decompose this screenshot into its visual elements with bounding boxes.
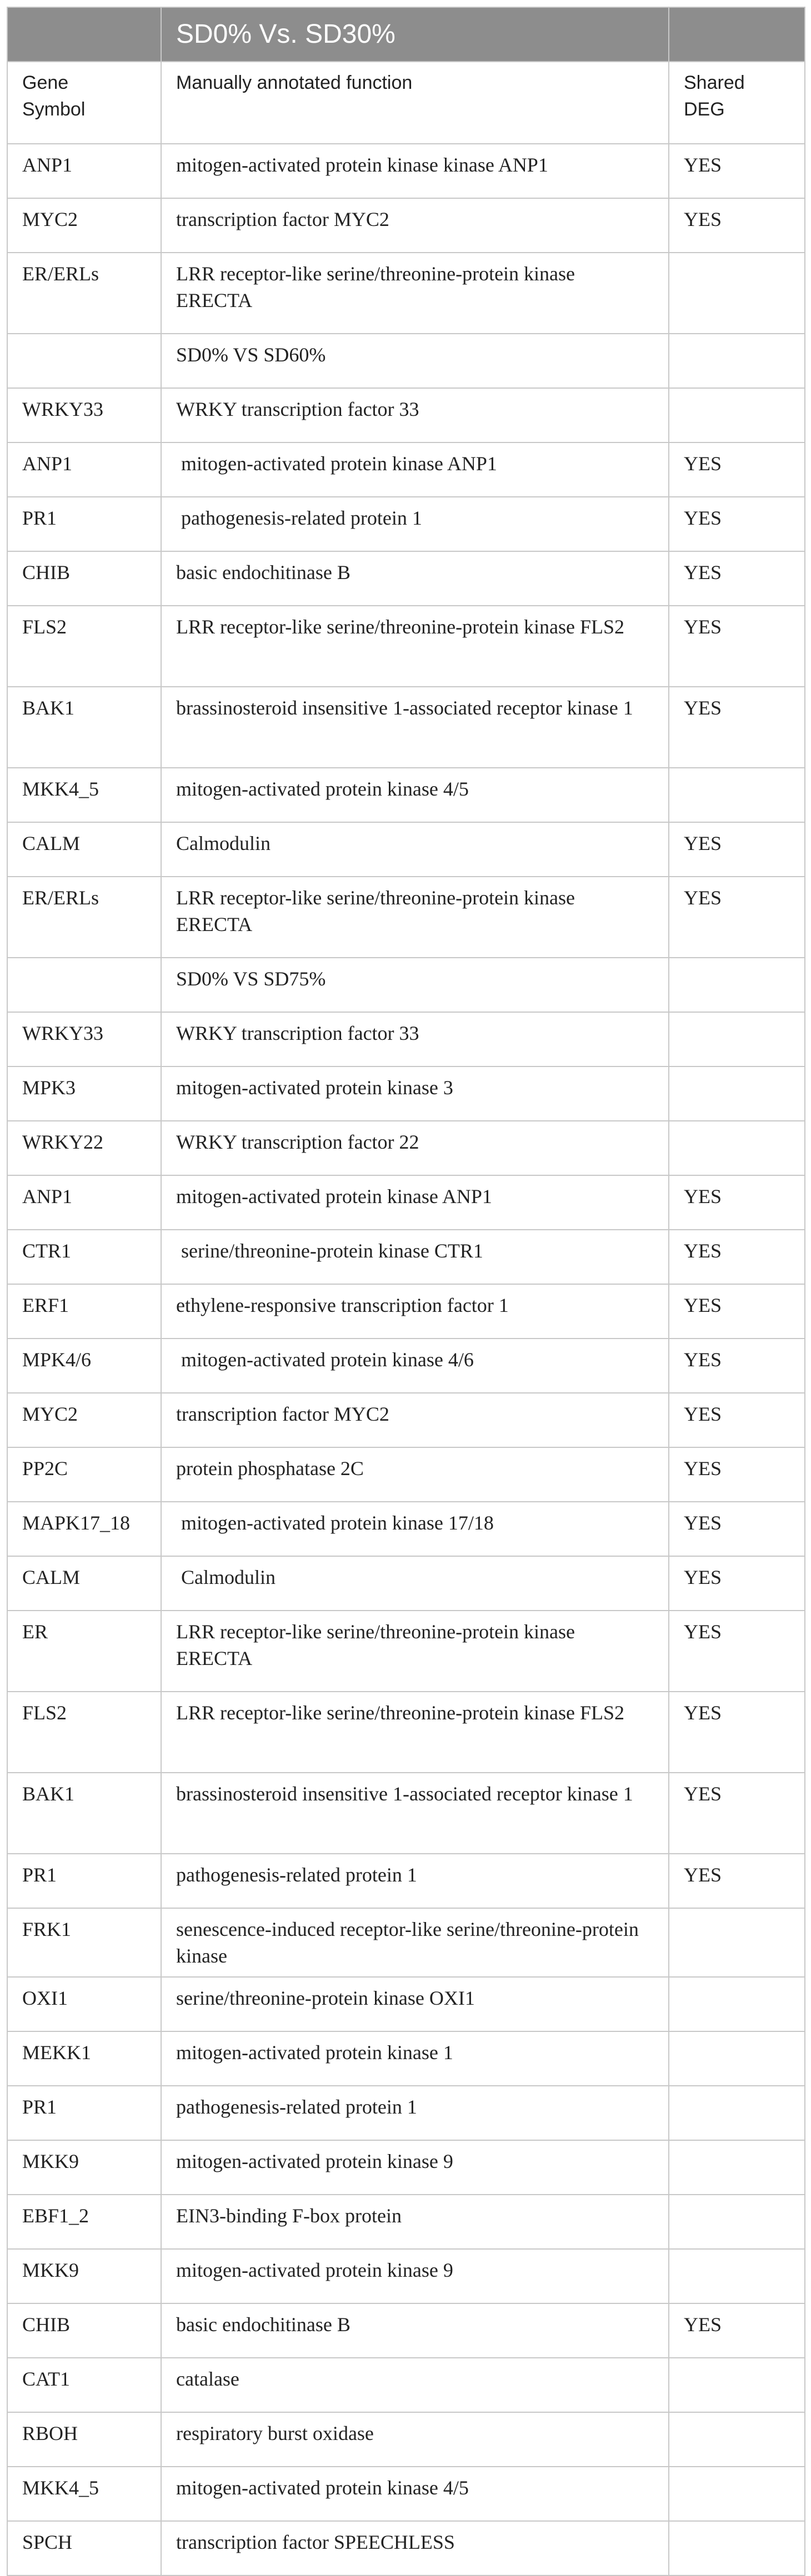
- table-row: [7, 2467, 805, 2521]
- gene-symbol-cell: PR1: [7, 497, 161, 551]
- function-cell: transcription factor MYC2: [161, 1393, 669, 1447]
- table-row: [7, 2249, 805, 2303]
- shared-deg-cell: YES: [669, 1611, 805, 1692]
- function-cell: mitogen-activated protein kinase 17/18: [161, 1502, 669, 1556]
- table-row: [7, 551, 805, 606]
- function-cell: mitogen-activated protein kinase 4/6: [161, 1339, 669, 1393]
- function-cell: WRKY transcription factor 33: [161, 388, 669, 442]
- shared-deg-cell: [669, 2140, 805, 2195]
- table-row: [7, 442, 805, 497]
- function-cell: mitogen-activated protein kinase ANP1: [161, 442, 669, 497]
- table-row: [7, 606, 805, 687]
- table-row: [7, 1611, 805, 1692]
- shared-deg-cell: [669, 2521, 805, 2575]
- shared-deg-cell: [669, 2358, 805, 2412]
- gene-symbol-cell: MPK3: [7, 1066, 161, 1121]
- shared-deg-cell: YES: [669, 1854, 805, 1908]
- shared-deg-cell: YES: [669, 1773, 805, 1854]
- gene-symbol-cell: RBOH: [7, 2412, 161, 2467]
- gene-symbol-cell: WRKY33: [7, 388, 161, 442]
- function-cell: LRR receptor-like serine/threonine-protein kinase ERECTA: [161, 253, 669, 334]
- table-row: [7, 2195, 805, 2249]
- gene-symbol-cell: CHIB: [7, 551, 161, 606]
- function-cell: SD0% VS SD75%: [161, 958, 669, 1012]
- function-cell: Calmodulin: [161, 1556, 669, 1611]
- table-title: SD0% Vs. SD30%: [161, 7, 669, 62]
- function-cell: Calmodulin: [161, 822, 669, 877]
- table-row: [7, 877, 805, 958]
- function-cell: ethylene-responsive transcription factor 1: [161, 1284, 669, 1339]
- gene-symbol-cell: OXI1: [7, 1977, 161, 2031]
- deg-table-body: [7, 7, 805, 2575]
- shared-deg-cell: [669, 253, 805, 334]
- title-cell-blank-left: [7, 7, 161, 62]
- gene-symbol-cell: ER: [7, 1611, 161, 1692]
- shared-deg-cell: YES: [669, 2303, 805, 2358]
- shared-deg-cell: YES: [669, 1692, 805, 1773]
- gene-symbol-cell: ER/ERLs: [7, 253, 161, 334]
- gene-symbol-cell: FLS2: [7, 1692, 161, 1773]
- shared-deg-cell: [669, 958, 805, 1012]
- column-header-row: [7, 62, 805, 144]
- table-row: [7, 1447, 805, 1502]
- function-cell: mitogen-activated protein kinase 1: [161, 2031, 669, 2086]
- gene-symbol-cell: MKK9: [7, 2140, 161, 2195]
- gene-symbol-cell: ER/ERLs: [7, 877, 161, 958]
- table-row: [7, 1908, 805, 1977]
- gene-symbol-cell: MEKK1: [7, 2031, 161, 2086]
- function-cell: catalase: [161, 2358, 669, 2412]
- table-row: [7, 822, 805, 877]
- shared-deg-cell: [669, 2031, 805, 2086]
- table-row: [7, 1502, 805, 1556]
- table-row: [7, 1393, 805, 1447]
- column-header-function: Manually annotated function: [161, 62, 669, 144]
- gene-symbol-cell: EBF1_2: [7, 2195, 161, 2249]
- function-cell: protein phosphatase 2C: [161, 1447, 669, 1502]
- function-cell: mitogen-activated protein kinase ANP1: [161, 1175, 669, 1230]
- gene-symbol-cell: ANP1: [7, 144, 161, 198]
- function-cell: LRR receptor-like serine/threonine-protein kinase ERECTA: [161, 1611, 669, 1692]
- shared-deg-cell: YES: [669, 1175, 805, 1230]
- function-cell: mitogen-activated protein kinase 4/5: [161, 768, 669, 822]
- table-row: [7, 1854, 805, 1908]
- column-header-gene-symbol: Gene Symbol: [7, 62, 161, 144]
- table-row: [7, 1692, 805, 1773]
- table-row: [7, 1339, 805, 1393]
- shared-deg-cell: YES: [669, 144, 805, 198]
- shared-deg-cell: [669, 1908, 805, 1977]
- gene-symbol-cell: FRK1: [7, 1908, 161, 1977]
- gene-symbol-cell: MAPK17_18: [7, 1502, 161, 1556]
- function-cell: SD0% VS SD60%: [161, 334, 669, 388]
- gene-symbol-cell: CALM: [7, 1556, 161, 1611]
- function-cell: basic endochitinase B: [161, 2303, 669, 2358]
- gene-symbol-cell: WRKY22: [7, 1121, 161, 1175]
- function-cell: brassinosteroid insensitive 1-associated receptor kinase 1: [161, 687, 669, 768]
- function-cell: brassinosteroid insensitive 1-associated receptor kinase 1: [161, 1773, 669, 1854]
- function-cell: transcription factor MYC2: [161, 198, 669, 253]
- title-cell-blank-right: [669, 7, 805, 62]
- gene-symbol-cell: [7, 958, 161, 1012]
- gene-symbol-cell: MYC2: [7, 198, 161, 253]
- gene-symbol-cell: MPK4/6: [7, 1339, 161, 1393]
- gene-symbol-cell: MKK9: [7, 2249, 161, 2303]
- table-row: [7, 2031, 805, 2086]
- table-row: [7, 497, 805, 551]
- shared-deg-cell: YES: [669, 1339, 805, 1393]
- shared-deg-cell: YES: [669, 497, 805, 551]
- function-cell: EIN3-binding F-box protein: [161, 2195, 669, 2249]
- shared-deg-cell: [669, 1012, 805, 1066]
- column-header-shared-deg: Shared DEG: [669, 62, 805, 144]
- function-cell: transcription factor SPEECHLESS: [161, 2521, 669, 2575]
- shared-deg-cell: [669, 2195, 805, 2249]
- shared-deg-cell: YES: [669, 1393, 805, 1447]
- function-cell: LRR receptor-like serine/threonine-protein kinase ERECTA: [161, 877, 669, 958]
- function-cell: pathogenesis-related protein 1: [161, 1854, 669, 1908]
- shared-deg-cell: [669, 1066, 805, 1121]
- gene-symbol-cell: MYC2: [7, 1393, 161, 1447]
- shared-deg-cell: YES: [669, 1556, 805, 1611]
- gene-symbol-cell: MKK4_5: [7, 2467, 161, 2521]
- table-row: [7, 2412, 805, 2467]
- function-cell: mitogen-activated protein kinase 3: [161, 1066, 669, 1121]
- function-cell: pathogenesis-related protein 1: [161, 497, 669, 551]
- table-row: [7, 1230, 805, 1284]
- function-cell: mitogen-activated protein kinase 4/5: [161, 2467, 669, 2521]
- shared-deg-cell: [669, 768, 805, 822]
- table-row: [7, 334, 805, 388]
- shared-deg-cell: YES: [669, 1284, 805, 1339]
- shared-deg-cell: [669, 2412, 805, 2467]
- shared-deg-cell: YES: [669, 198, 805, 253]
- shared-deg-cell: YES: [669, 687, 805, 768]
- table-row: [7, 1556, 805, 1611]
- table-row: [7, 253, 805, 334]
- function-cell: serine/threonine-protein kinase OXI1: [161, 1977, 669, 2031]
- gene-symbol-cell: BAK1: [7, 687, 161, 768]
- gene-symbol-cell: WRKY33: [7, 1012, 161, 1066]
- table-row: [7, 768, 805, 822]
- gene-symbol-cell: FLS2: [7, 606, 161, 687]
- shared-deg-cell: [669, 2249, 805, 2303]
- gene-symbol-cell: BAK1: [7, 1773, 161, 1854]
- shared-deg-cell: [669, 1977, 805, 2031]
- shared-deg-cell: [669, 334, 805, 388]
- table-row: [7, 2358, 805, 2412]
- gene-symbol-cell: ANP1: [7, 442, 161, 497]
- function-cell: mitogen-activated protein kinase 9: [161, 2249, 669, 2303]
- table-row: [7, 2303, 805, 2358]
- shared-deg-cell: YES: [669, 1230, 805, 1284]
- table-row: [7, 2140, 805, 2195]
- table-row: [7, 1284, 805, 1339]
- gene-symbol-cell: CHIB: [7, 2303, 161, 2358]
- table-row: [7, 1012, 805, 1066]
- function-cell: LRR receptor-like serine/threonine-protein kinase FLS2: [161, 606, 669, 687]
- gene-symbol-cell: CAT1: [7, 2358, 161, 2412]
- table-row: [7, 144, 805, 198]
- gene-symbol-cell: PP2C: [7, 1447, 161, 1502]
- gene-symbol-cell: CTR1: [7, 1230, 161, 1284]
- table-title-row: [7, 7, 805, 62]
- shared-deg-cell: YES: [669, 606, 805, 687]
- function-cell: serine/threonine-protein kinase CTR1: [161, 1230, 669, 1284]
- shared-deg-cell: YES: [669, 442, 805, 497]
- table-row: [7, 2521, 805, 2575]
- gene-symbol-cell: PR1: [7, 2086, 161, 2140]
- table-row: [7, 1977, 805, 2031]
- shared-deg-cell: YES: [669, 551, 805, 606]
- shared-deg-cell: YES: [669, 1447, 805, 1502]
- table-row: [7, 388, 805, 442]
- function-cell: mitogen-activated protein kinase kinase ANP1: [161, 144, 669, 198]
- gene-symbol-cell: SPCH: [7, 2521, 161, 2575]
- function-cell: LRR receptor-like serine/threonine-protein kinase FLS2: [161, 1692, 669, 1773]
- table-row: [7, 687, 805, 768]
- shared-deg-cell: [669, 2086, 805, 2140]
- table-row: [7, 2086, 805, 2140]
- shared-deg-cell: YES: [669, 822, 805, 877]
- shared-deg-cell: [669, 388, 805, 442]
- shared-deg-cell: [669, 2467, 805, 2521]
- function-cell: mitogen-activated protein kinase 9: [161, 2140, 669, 2195]
- table-row: [7, 1773, 805, 1854]
- function-cell: respiratory burst oxidase: [161, 2412, 669, 2467]
- shared-deg-cell: [669, 1121, 805, 1175]
- shared-deg-cell: YES: [669, 1502, 805, 1556]
- shared-deg-cell: YES: [669, 877, 805, 958]
- function-cell: senescence-induced receptor-like serine/threonine-protein kinase: [161, 1908, 669, 1977]
- table-row: [7, 1066, 805, 1121]
- gene-symbol-cell: PR1: [7, 1854, 161, 1908]
- table-row: [7, 1175, 805, 1230]
- table-row: [7, 1121, 805, 1175]
- gene-symbol-cell: CALM: [7, 822, 161, 877]
- deg-table: [7, 7, 805, 2576]
- table-row: [7, 198, 805, 253]
- gene-symbol-cell: MKK4_5: [7, 768, 161, 822]
- function-cell: WRKY transcription factor 22: [161, 1121, 669, 1175]
- gene-symbol-cell: ERF1: [7, 1284, 161, 1339]
- function-cell: WRKY transcription factor 33: [161, 1012, 669, 1066]
- gene-symbol-cell: ANP1: [7, 1175, 161, 1230]
- table-row: [7, 958, 805, 1012]
- gene-symbol-cell: [7, 334, 161, 388]
- function-cell: pathogenesis-related protein 1: [161, 2086, 669, 2140]
- function-cell: basic endochitinase B: [161, 551, 669, 606]
